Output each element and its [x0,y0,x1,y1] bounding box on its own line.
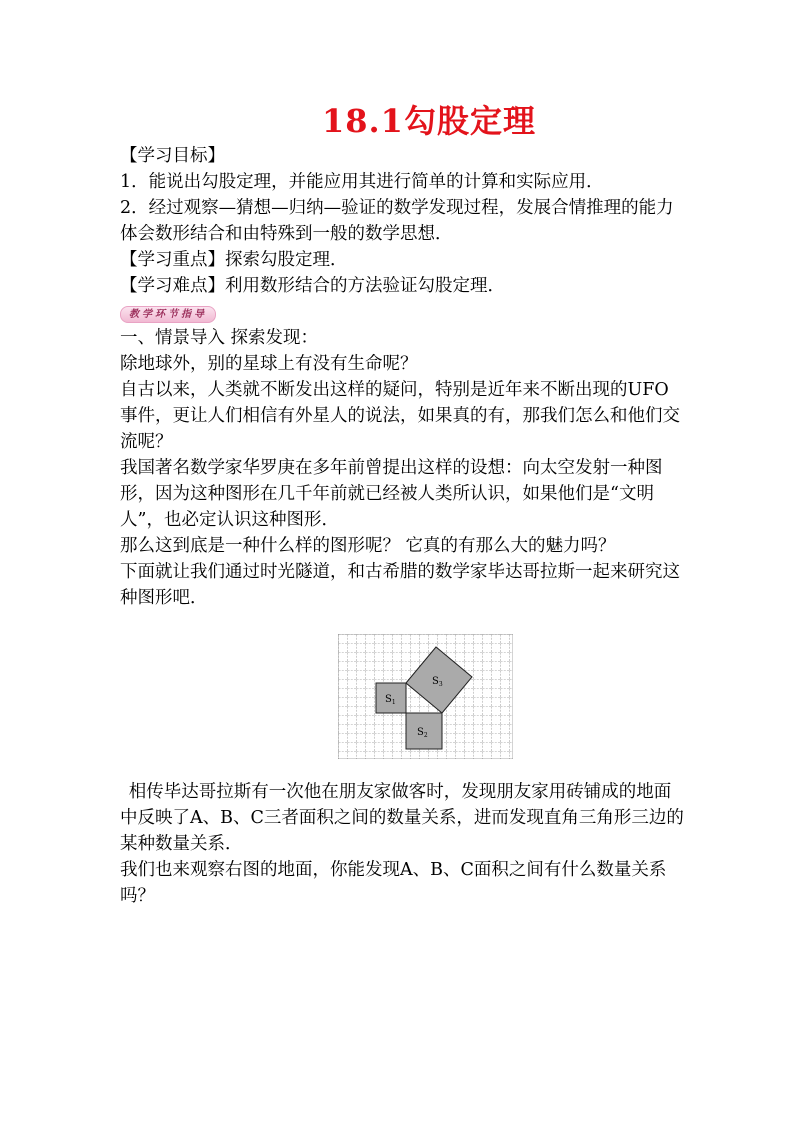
label-s3-main: S [432,676,439,687]
objective-item-2: 2．经过观察—猜想—归纳—验证的数学发现过程，发展合情推理的能力体会数形结合和由特殊到一般的数学思想． [120,198,674,244]
difficulty: 【学习难点】利用数形结合的方法验证勾股定理． [120,276,505,296]
square-s2 [406,713,442,749]
section1-para-1: 除地球外，别的星球上有没有生命呢？ [120,354,418,374]
figure-area [120,611,685,779]
objectives-heading: 【学习目标】 [120,146,225,166]
page-title: 18.1勾股定理 [322,102,536,140]
pythagoras-tile-figure [338,634,513,759]
badge-row [120,299,685,325]
section1-heading: 一、情景导入 探索发现： [120,328,319,348]
section1-para-4: 那么这到底是一种什么样的图形呢？ 它真的有那么大的魅力吗？ [120,536,616,556]
label-s2-sub: 2 [423,732,428,739]
section1-para-2: 自古以来，人类就不断发出这样的疑问，特别是近年来不断出现的UFO事件，更让人们相信有外星人的说法，如果真的有，那我们怎么和他们交流呢？ [120,380,680,452]
teaching-guide-badge: 教学环节指导 [120,306,216,323]
label-s1-main: S [385,694,392,705]
label-s3-sub: 3 [438,681,443,688]
section2-para-2: 我们也来观察右图的地面，你能发现A、B、C面积之间有什么数量关系吗？ [120,860,667,906]
key-point: 【学习重点】探索勾股定理． [120,250,348,270]
section2-para-1: 相传毕达哥拉斯有一次他在朋友家做客时，发现朋友家用砖铺成的地面中反映了A、B、C三者面积之间的数量关系，进而发现直角三角形三边的某种数量关系． [120,782,684,854]
label-s2-main: S [417,727,424,738]
document-body [120,143,685,909]
section1-para-5: 下面就让我们通过时光隧道，和古希腊的数学家毕达哥拉斯一起来研究这种图形吧． [120,562,680,608]
objective-item-1: 1．能说出勾股定理，并能应用其进行简单的计算和实际应用． [120,172,604,192]
section1-para-3: 我国著名数学家华罗庚在多年前曾提出这样的设想：向太空发射一种图形，因为这种图形在几千年前就已经被人类所认识，如果他们是“文明人”，也必定认识这种图形． [120,458,663,530]
label-s1-sub: 1 [391,699,396,706]
